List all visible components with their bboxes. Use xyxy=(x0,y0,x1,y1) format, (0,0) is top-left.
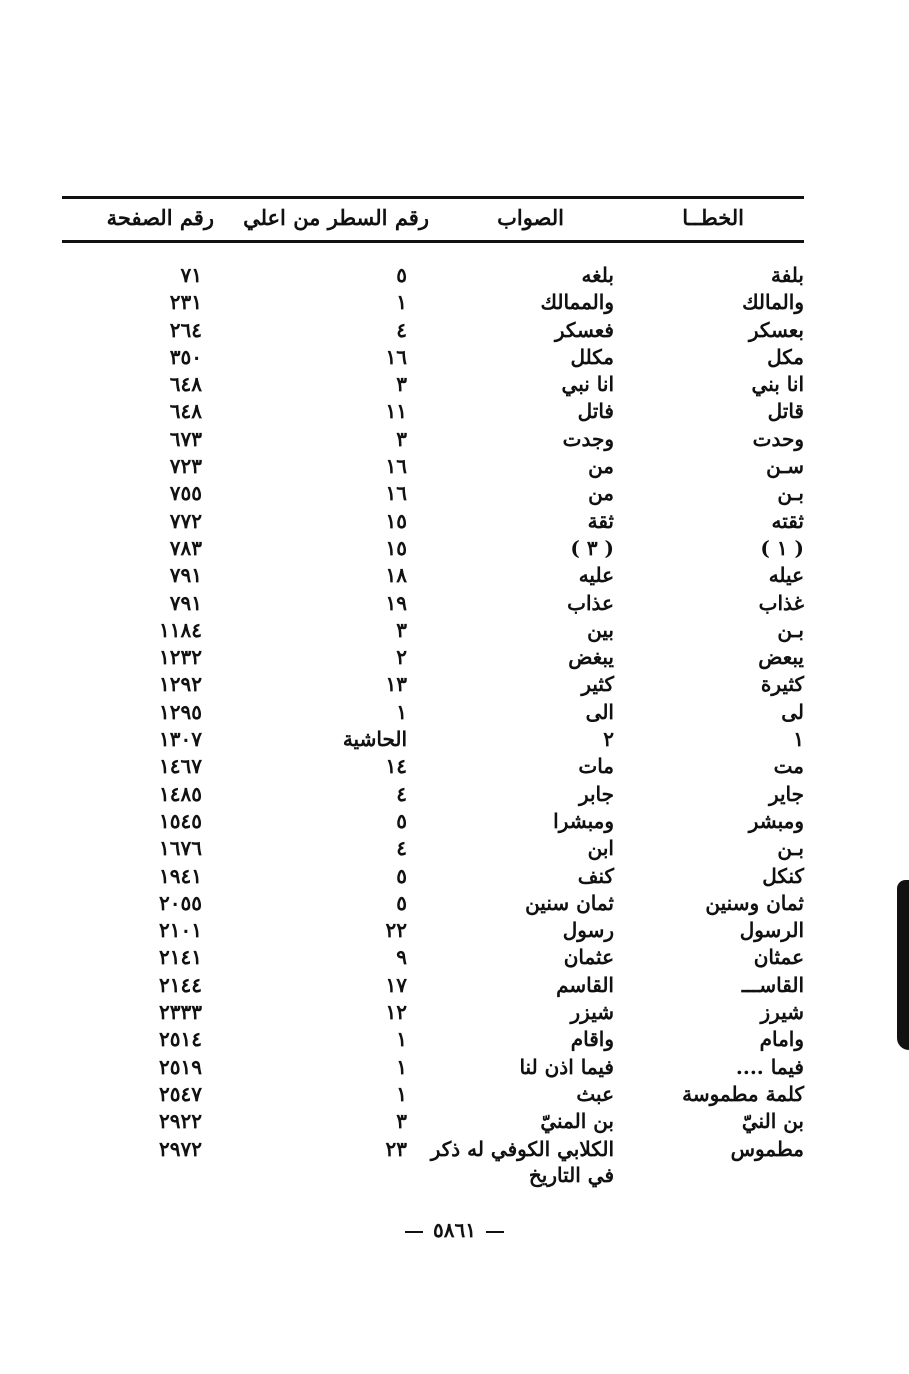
cell-right: انا نبي xyxy=(561,372,614,397)
cell-page: ٧٥٥ xyxy=(169,481,202,506)
cell-line: ١٧ xyxy=(385,972,407,997)
cell-right: واقام xyxy=(570,1027,614,1052)
header-right: الصواب xyxy=(497,205,564,230)
cell-right: مكلل xyxy=(570,344,614,369)
cell-right: الى xyxy=(585,699,614,724)
cell-page: ٣٥٠ xyxy=(169,344,202,369)
cell-right: كنف xyxy=(577,863,614,888)
page-number: ٥٨٦١ xyxy=(433,1218,476,1242)
cell-page: ٧١ xyxy=(180,263,202,287)
cell-page: ٢٩٢٢ xyxy=(159,1109,202,1134)
cell-right: ثقة xyxy=(587,508,614,533)
cell-right: من xyxy=(588,454,614,479)
cell-wrong: ثمان وسنين xyxy=(705,890,804,915)
cell-right: عثمان xyxy=(563,945,614,970)
table-row xyxy=(62,371,804,398)
cell-line: ١٨ xyxy=(385,563,407,588)
table-row xyxy=(62,999,804,1026)
cell-wrong: بلفة xyxy=(770,263,804,287)
cell-right: والممالك xyxy=(540,290,614,315)
cell-line: ١١ xyxy=(385,399,407,424)
cell-wrong: ومبشر xyxy=(748,808,804,833)
table-row xyxy=(62,1026,804,1053)
cell-right: عليه xyxy=(578,563,614,588)
cell-line: ١٣ xyxy=(385,672,407,697)
cell-wrong: ( ١ ) xyxy=(760,535,804,560)
cell-line: ٥ xyxy=(396,808,407,833)
cell-right: القاسم xyxy=(556,972,614,997)
cell-right: شيزر xyxy=(570,1000,614,1025)
cell-wrong: فيما .... xyxy=(735,1054,804,1079)
cell-wrong: وحدت xyxy=(752,426,804,451)
table-row xyxy=(62,863,804,890)
cell-wrong: بـن xyxy=(777,836,804,861)
header-line: رقم السطر من اعلي xyxy=(243,205,429,230)
cell-page: ١٣٠٧ xyxy=(159,727,202,752)
table-row xyxy=(62,644,804,671)
cell-wrong: بـن xyxy=(777,481,804,506)
cell-page: ١٥٤٥ xyxy=(159,808,202,833)
table-row xyxy=(62,753,804,780)
table-row xyxy=(62,480,804,507)
table-row xyxy=(62,617,804,644)
cell-page: ١٤٦٧ xyxy=(159,754,202,779)
cell-line: ١ xyxy=(396,290,407,315)
cell-line: ١ xyxy=(396,1027,407,1052)
cell-right: الكلابي الكوفي له ذكر في التاريخ xyxy=(430,1136,614,1187)
table-row xyxy=(62,508,804,535)
cell-page: ٢١٤١ xyxy=(159,945,202,970)
cell-wrong: عمثان xyxy=(753,945,804,970)
cell-page: ٧٩١ xyxy=(169,590,202,615)
cell-wrong: شيرز xyxy=(760,1000,804,1025)
cell-page: ٦٧٣ xyxy=(169,426,202,451)
table-row xyxy=(62,699,804,726)
cell-wrong: القاســـ xyxy=(741,972,804,997)
cell-wrong: انا بني xyxy=(751,372,804,397)
cell-line: ٥ xyxy=(396,263,407,287)
table-row xyxy=(62,289,804,316)
cell-right: ومبشرا xyxy=(553,808,614,833)
cell-page: ١٢٩٥ xyxy=(159,699,202,724)
cell-wrong: قاتل xyxy=(767,399,804,424)
cell-wrong: عيله xyxy=(768,563,804,588)
cell-line: الحاشية xyxy=(342,727,407,752)
table-row xyxy=(62,262,804,289)
cell-page: ٧٨٣ xyxy=(169,535,202,560)
cell-right: وجدت xyxy=(562,426,614,451)
cell-wrong: ١ xyxy=(793,727,804,752)
cell-line: ١٩ xyxy=(385,590,407,615)
cell-page: ٢٣١ xyxy=(169,290,202,315)
cell-wrong: الرسول xyxy=(739,918,804,943)
cell-wrong: غذاب xyxy=(758,590,804,615)
cell-page: ٢٥٤٧ xyxy=(159,1081,202,1106)
cell-right: من xyxy=(588,481,614,506)
table-row xyxy=(62,317,804,344)
cell-wrong: بـن xyxy=(777,617,804,642)
cell-right: فعسكر xyxy=(554,317,614,342)
cell-page: ٧٩١ xyxy=(169,563,202,588)
table-row xyxy=(62,726,804,753)
table-row xyxy=(62,781,804,808)
cell-line: ٤ xyxy=(396,317,407,342)
cell-line: ١٦ xyxy=(385,454,407,479)
cell-line: ٣ xyxy=(396,372,407,397)
cell-wrong: سـن xyxy=(766,454,804,479)
cell-right: فيما اذن لنا xyxy=(519,1054,614,1079)
cell-line: ١٦ xyxy=(385,344,407,369)
cell-page: ١٤٨٥ xyxy=(159,781,202,806)
cell-right: مات xyxy=(578,754,614,779)
cell-wrong: ثقته xyxy=(771,508,804,533)
cell-wrong: كنكل xyxy=(762,863,804,888)
table-row xyxy=(62,808,804,835)
cell-right: عبث xyxy=(576,1081,614,1106)
table-row xyxy=(62,398,804,425)
cell-page: ٢٠٥٥ xyxy=(159,890,202,915)
cell-page: ٢٣٣٣ xyxy=(159,1000,202,1025)
cell-line: ٣ xyxy=(396,617,407,642)
cell-line: ٥ xyxy=(396,890,407,915)
table-row xyxy=(62,453,804,480)
cell-page: ٦٤٨ xyxy=(169,399,202,424)
table-row xyxy=(62,1081,804,1108)
cell-wrong: والمالك xyxy=(742,290,804,315)
cell-wrong: كلمة مطموسة xyxy=(682,1081,804,1106)
cell-line: ١٥ xyxy=(385,508,407,533)
cell-wrong: لى xyxy=(781,699,804,724)
table-row xyxy=(62,562,804,589)
cell-wrong: مت xyxy=(773,754,804,779)
header-top-rule xyxy=(62,196,804,199)
scan-edge-mark xyxy=(897,880,909,1050)
cell-page: ١١٨٤ xyxy=(159,617,202,642)
cell-line: ١ xyxy=(396,1081,407,1106)
cell-wrong: بن النيّ xyxy=(741,1109,804,1134)
cell-right: ( ٣ ) xyxy=(570,535,614,560)
table-row xyxy=(62,590,804,617)
cell-line: ٤ xyxy=(396,836,407,861)
cell-right: يبغض xyxy=(568,645,614,670)
footer-dash-left xyxy=(405,1231,423,1233)
cell-page: ٧٢٣ xyxy=(169,454,202,479)
cell-page: ٢٥١٩ xyxy=(159,1054,202,1079)
cell-line: ٢ xyxy=(396,645,407,670)
cell-right: جابر xyxy=(578,781,614,806)
cell-line: ٩ xyxy=(396,945,407,970)
cell-right: كثير xyxy=(581,672,614,697)
table-row xyxy=(62,944,804,971)
cell-wrong: بعسكر xyxy=(748,317,804,342)
cell-line: ١٥ xyxy=(385,535,407,560)
table-header xyxy=(62,205,804,235)
cell-right: ابن xyxy=(587,836,614,861)
cell-page: ٧٧٢ xyxy=(169,508,202,533)
cell-page: ٦٤٨ xyxy=(169,372,202,397)
header-bottom-rule xyxy=(62,240,804,243)
table-row xyxy=(62,972,804,999)
table-row xyxy=(62,1054,804,1081)
cell-page: ٢٥١٤ xyxy=(159,1027,202,1052)
cell-page: ١٢٩٢ xyxy=(159,672,202,697)
header-page: رقم الصفحة xyxy=(106,205,214,230)
header-wrong: الخطــا xyxy=(682,205,744,230)
table-row xyxy=(62,917,804,944)
cell-page: ٢٩٧٢ xyxy=(159,1136,202,1161)
cell-line: ١٢ xyxy=(385,1000,407,1025)
cell-line: ٣ xyxy=(396,1109,407,1134)
table-row xyxy=(62,1136,804,1192)
cell-wrong: مطموس xyxy=(730,1136,804,1161)
footer-dash-right xyxy=(486,1231,504,1233)
cell-line: ١ xyxy=(396,699,407,724)
errata-table xyxy=(62,262,804,1192)
cell-right: بلغه xyxy=(581,263,614,287)
cell-wrong: مكل xyxy=(767,344,804,369)
cell-line: ٢٢ xyxy=(385,918,407,943)
cell-right: بين xyxy=(587,617,614,642)
cell-page: ١٢٣٢ xyxy=(159,645,202,670)
cell-line: ١ xyxy=(396,1054,407,1079)
table-row xyxy=(62,535,804,562)
table-row xyxy=(62,890,804,917)
cell-right: بن المنيّ xyxy=(540,1109,614,1134)
cell-line: ٢٣ xyxy=(385,1136,407,1161)
cell-wrong: يبعض xyxy=(758,645,804,670)
cell-wrong: وامام xyxy=(759,1027,804,1052)
cell-wrong: جاير xyxy=(768,781,804,806)
table-row xyxy=(62,835,804,862)
cell-wrong: كثيرة xyxy=(760,672,804,697)
table-row xyxy=(62,426,804,453)
cell-right: عذاب xyxy=(567,590,614,615)
cell-right: ٢ xyxy=(603,727,614,752)
table-row xyxy=(62,671,804,698)
cell-line: ١٤ xyxy=(385,754,407,779)
cell-page: ٢٦٤ xyxy=(169,317,202,342)
cell-right: فاتل xyxy=(577,399,614,424)
table-row xyxy=(62,1108,804,1135)
cell-page: ١٦٧٦ xyxy=(159,836,202,861)
cell-line: ١٦ xyxy=(385,481,407,506)
cell-line: ٤ xyxy=(396,781,407,806)
cell-right: رسول xyxy=(562,918,614,943)
cell-line: ٥ xyxy=(396,863,407,888)
cell-page: ٢١٠١ xyxy=(159,918,202,943)
page-footer xyxy=(0,1218,909,1242)
table-row xyxy=(62,344,804,371)
cell-page: ١٩٤١ xyxy=(159,863,202,888)
cell-page: ٢١٤٤ xyxy=(159,972,202,997)
cell-line: ٣ xyxy=(396,426,407,451)
cell-right: ثمان سنين xyxy=(525,890,614,915)
